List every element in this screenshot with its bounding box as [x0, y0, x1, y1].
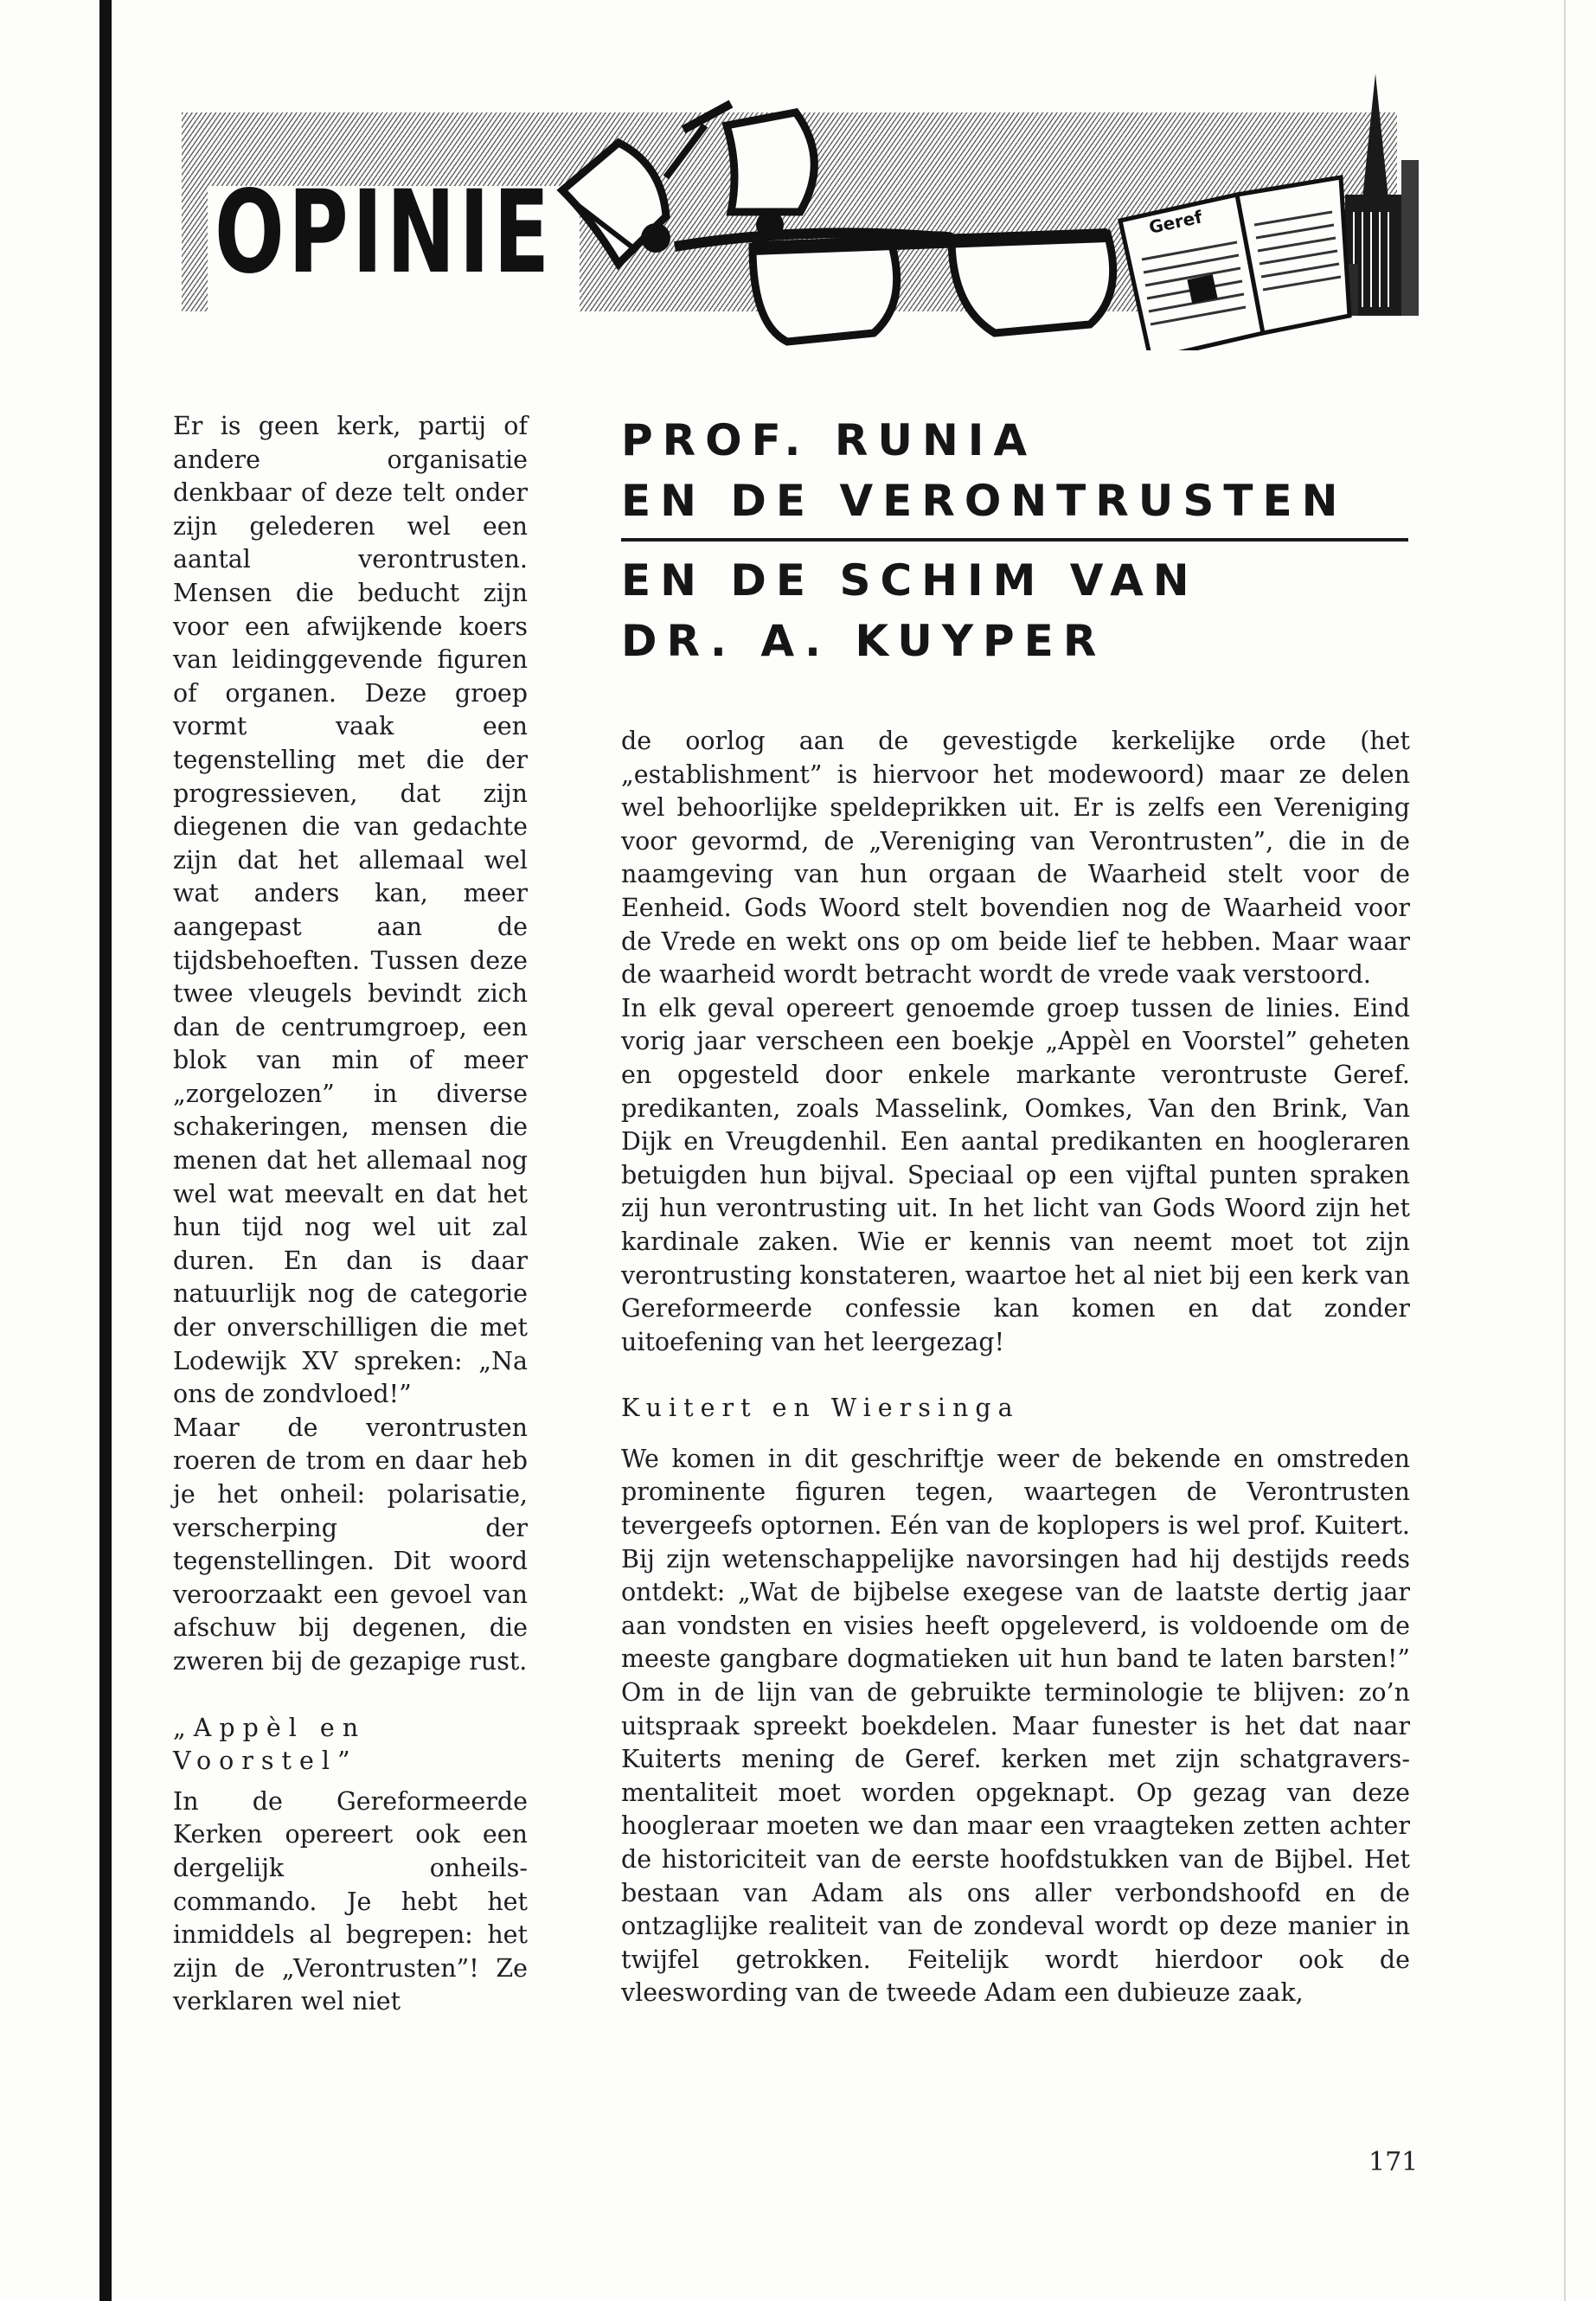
- headline-divider: [621, 538, 1408, 542]
- newspaper-icon: [1120, 177, 1349, 350]
- subheading: „Appèl en Voorstel”: [173, 1713, 367, 1776]
- section-title: OPINIE: [215, 166, 554, 299]
- left-column: [173, 410, 528, 2019]
- glasses-icon: [675, 233, 1113, 342]
- headline-line: DR. A. KUYPER: [621, 616, 1106, 666]
- headline-line: EN DE VERONTRUSTEN: [621, 476, 1348, 526]
- page-edge: [1564, 0, 1566, 2301]
- right-column: [621, 725, 1410, 2010]
- paragraph: In elk geval opereert genoemde groep tussen de linies. Eind vorig jaar verscheen een boekje „Appèl en Voorstel” geheten en opgesteld door enkele markante verontruste Geref. predikanten, zoals Masselink, Oomkes, Van den Brink, Van Dijk en Vreugdenhil. Een aantal predikanten en hoogleraren betuigden hun bijval. Speciaal op een vijftal punten spraken zij hun verontrusting uit. In het licht van Gods Woord zijn het kardinale zaken. Wie er kennis van neemt moet tot zijn verontrusting konstateren, waartoe het al niet bij een kerk van Gereformeerde confessie kan komen en dat zonder uitoefening van het leergezag!: [621, 993, 1410, 1356]
- article-headline: [621, 410, 1486, 671]
- paragraph: Maar de verontrusten roeren de trom en daar heb je het onheil: polarisatie, verscherping der tegenstellingen. Dit woord veroorzaakt een gevoel van afschuw bij degenen, die zweren bij de gezapige rust.: [173, 1413, 528, 1676]
- paragraph: Er is geen kerk, partij of andere organisatie denkbaar of deze telt onder zijn gelederen wel een aantal verontrusten. Mensen die beducht zijn voor een afwijkende koers van leidinggevende figuren of organen. Deze groep vormt vaak een tegenstelling met die der progressieven, dat zijn diegenen die van gedachte zijn dat het allemaal wel wat anders kan, meer aangepast aan de tijdsbehoeften. Tussen deze twee vleugels bevindt zich dan de centrumgroep, een blok van min of meer „zorgelozen” in diverse schakeringen, mensen die menen dat het allemaal nog wel wat meevalt en dat het hun tijd nog wel uit zal duren. En dan is daar natuurlijk nog de categorie der onverschilligen die met Lodewijk XV spreken: „Na ons de zondvloed!”: [173, 412, 528, 1409]
- headline-line: EN DE SCHIM VAN: [621, 555, 1199, 606]
- paragraph: de oorlog aan de gevestigde kerkelijke orde (het „establishment” is hiervoor het modewoord) maar ze delen wel behoorlijke speldeprikken uit. Er is zelfs een Vereniging voor gevormd, de „Vereniging van Verontrusten”, die in de naamgeving van hun orgaan de Waarheid stelt voor de Eenheid. Gods Woord stelt bovendien nog de Waarheid voor de Vrede en wekt ons op om beide lief te hebben. Maar waar de waarheid wordt betracht wordt de vrede vaak verstoord.: [621, 727, 1410, 990]
- binding-edge: [99, 0, 112, 2301]
- paragraph: In de Gereformeerde Kerken opereert ook een dergelijk onheils-commando. Je hebt het inmiddels al begrepen: het zijn de „Verontrusten”! Ze verklaren wel niet: [173, 1786, 528, 2016]
- subheading: Kuitert en Wiersinga: [621, 1394, 1020, 1423]
- paragraph: We komen in dit geschriftje weer de bekende en omstreden prominente figuren tegen, waartegen de Verontrusten tevergeefs optornen. Eén van de koplopers is wel prof. Kuitert. Bij zijn wetenschappelijke navorsingen had hij destijds reeds ontdekt: „Wat de bijbelse exegese van de laatste dertig jaar aan vondsten en visies heeft opgeleverd, is voldoende om de meeste gangbare dogmatieken uit hun band te laten barsten!” Om in de lijn van de gebruikte terminologie te blijven: zo’n uitspraak spreekt boekdelen. Maar funester is het dat naar Kuiterts mening de Geref. kerken met zijn schatgravers-mentaliteit moet worden opgeknapt. Op gezag van deze hoogleraar moeten we dan maar een vraagteken zetten achter de historiciteit van de eerste hoofdstukken van de Bijbel. Het bestaan van Adam als ons aller verbondshoofd en de ontzaglijke realiteit van de zondeval wordt op deze manier in twijfel getrokken. Feitelijk wordt hierdoor ook de vleeswording van de tweede Adam een dubieuze zaak,: [621, 1444, 1410, 2008]
- banner-illustration: [545, 65, 1419, 350]
- headline-line: PROF. RUNIA: [621, 415, 1037, 465]
- page-number: 171: [1368, 2147, 1419, 2177]
- svg-text:Geref: Geref: [1147, 206, 1204, 238]
- section-banner: [173, 65, 1419, 350]
